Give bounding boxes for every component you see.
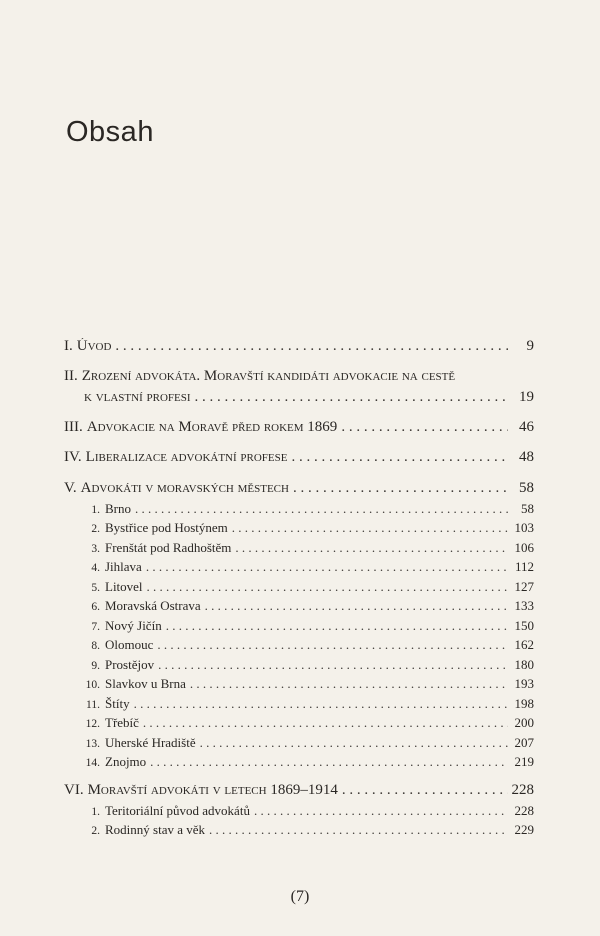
toc-entry-label: Slavkov u Brna [105,676,186,691]
toc-entry-page: 48 [519,449,534,465]
toc-entry-number: 13. [85,738,100,750]
dot-leader [209,822,508,838]
toc-entry-subsection[interactable] [62,559,534,575]
toc-entry-page: 150 [514,618,534,633]
dot-leader [150,754,508,770]
toc-entry-subsection[interactable] [62,803,534,819]
toc-entry-number: 10. [85,679,100,691]
toc-entry-page: 106 [514,540,534,555]
toc-entry-number: 1. [91,806,100,818]
toc-entry-subsection[interactable] [62,618,534,634]
toc-entry-label: Bystřice pod Hostýnem [105,520,228,535]
toc-entry-subsection[interactable] [62,715,534,731]
toc-entry-page: 193 [514,676,534,691]
toc-entry-number: 7. [91,621,100,633]
toc-entry-label-continuation: k vlastní profesi [84,389,191,405]
page-title: Obsah [66,116,154,148]
dot-leader [166,618,508,634]
toc-entry-page: 219 [514,754,534,769]
toc-entry-subsection[interactable] [62,696,534,712]
toc-entry-subsection[interactable] [62,735,534,751]
toc-entry-page: 180 [514,657,534,672]
toc-entry-number: IV. [64,449,82,465]
toc-entry-page: 103 [514,520,534,535]
toc-entry-number: 12. [85,718,100,730]
dot-leader [232,520,508,536]
dot-leader [254,803,508,819]
toc-entry-page: 198 [514,696,534,711]
toc-entry-label: Olomouc [105,637,154,652]
toc-entry-page: 228 [511,782,534,798]
toc-entry-page: 207 [514,735,534,750]
toc-entry-subsection[interactable] [62,579,534,595]
toc-entry-label: Litovel [105,579,143,594]
dot-leader [293,480,508,497]
toc-entry-label: Advokáti v moravských městech [80,480,289,496]
dot-leader [147,579,508,595]
dot-leader [195,389,508,406]
toc-entry-label: Brno [105,501,131,516]
toc-entry-chapter-1[interactable] [64,338,534,355]
toc-entry-number: 4. [91,562,100,574]
toc-entry-label: Teritoriální původ advokátů [105,803,250,818]
toc-entry-subsection[interactable] [62,657,534,673]
dot-leader [135,501,508,517]
toc-entry-label: Nový Jičín [105,618,162,633]
toc-entry-page: 229 [514,822,534,837]
toc-entry-label: Úvod [76,338,112,354]
toc-entry-label: Rodinný stav a věk [105,822,206,837]
dot-leader [146,559,508,575]
toc-entry-label: Třebíč [105,715,139,730]
dot-leader [157,637,508,653]
toc-entry-subsection[interactable] [62,637,534,653]
toc-entry-page: 58 [521,501,534,516]
toc-entry-page: 19 [519,389,534,405]
toc-entry-page: 9 [526,338,534,354]
toc-entry-number: I. [64,338,73,354]
toc-entry-label: Frenštát pod Radhoštěm [105,540,232,555]
toc-entry-number: 5. [91,582,100,594]
dot-leader [143,715,508,731]
dot-leader [235,540,508,556]
toc-entry-number: III. [64,419,83,435]
dot-leader [291,449,508,466]
toc-entry-page: 58 [519,480,534,496]
toc-entry-number: 1. [91,504,100,516]
toc-entry-chapter-2-continuation[interactable] [84,389,534,406]
toc-entry-label: Jihlava [105,559,142,574]
toc-entry-number: 9. [91,660,100,672]
toc-entry-page: 127 [514,579,534,594]
toc-entry-subsection[interactable] [62,754,534,770]
dot-leader [342,782,508,799]
toc-entry-number: V. [64,480,77,496]
toc-entry-page: 200 [514,715,534,730]
dot-leader [158,657,508,673]
toc-entry-number: 3. [91,543,100,555]
toc-entry-label: Zrození advokáta. Moravští kandidáti advokacie na cestě [81,368,456,384]
toc-entry-subsection[interactable] [62,520,534,536]
toc-entry-subsection[interactable] [62,540,534,556]
toc-entry-page: 228 [514,803,534,818]
page-number: (7) [290,888,310,905]
toc-entry-page: 162 [514,637,534,652]
toc-entry-number: 2. [91,825,100,837]
dot-leader [200,735,508,751]
toc-entry-subsection[interactable] [62,822,534,838]
toc-entry-number: II. [64,368,78,384]
toc-entry-label: Prostějov [105,657,155,672]
toc-entry-label: Moravští advokáti v letech 1869–1914 [87,782,338,798]
toc-entry-page: 112 [514,559,534,574]
toc-entry-number: 14. [85,757,100,769]
toc-entry-chapter-2[interactable] [64,368,534,385]
toc-entry-subsection[interactable] [62,501,534,517]
dot-leader [115,338,508,355]
toc-entry-subsection[interactable] [62,598,534,614]
toc-entry-label: Štíty [105,696,130,711]
toc-entry-number: 2. [91,523,100,535]
toc-entry-label: Moravská Ostrava [105,598,201,613]
toc-entry-chapter-6[interactable] [64,782,534,799]
toc-entry-chapter-5[interactable] [64,480,534,497]
dot-leader [205,598,508,614]
toc-entry-chapter-3[interactable] [64,419,534,436]
toc-entry-label: Znojmo [105,754,147,769]
toc-entry-page: 133 [514,598,534,613]
toc-entry-chapter-4[interactable] [64,449,534,466]
toc-entry-number: 11. [86,699,100,711]
toc-entry-number: VI. [64,782,84,798]
toc-entry-label: Advokacie na Moravě před rokem 1869 [86,419,338,435]
toc-entry-label: Uherské Hradiště [105,735,196,750]
dot-leader [341,419,508,436]
toc-entry-label: Liberalizace advokátní profese [85,449,288,465]
toc-entry-subsection[interactable] [62,676,534,692]
toc-entry-number: 8. [91,640,100,652]
dot-leader [134,696,508,712]
dot-leader [190,676,508,692]
toc-entry-number: 6. [91,601,100,613]
toc-entry-page: 46 [519,419,534,435]
